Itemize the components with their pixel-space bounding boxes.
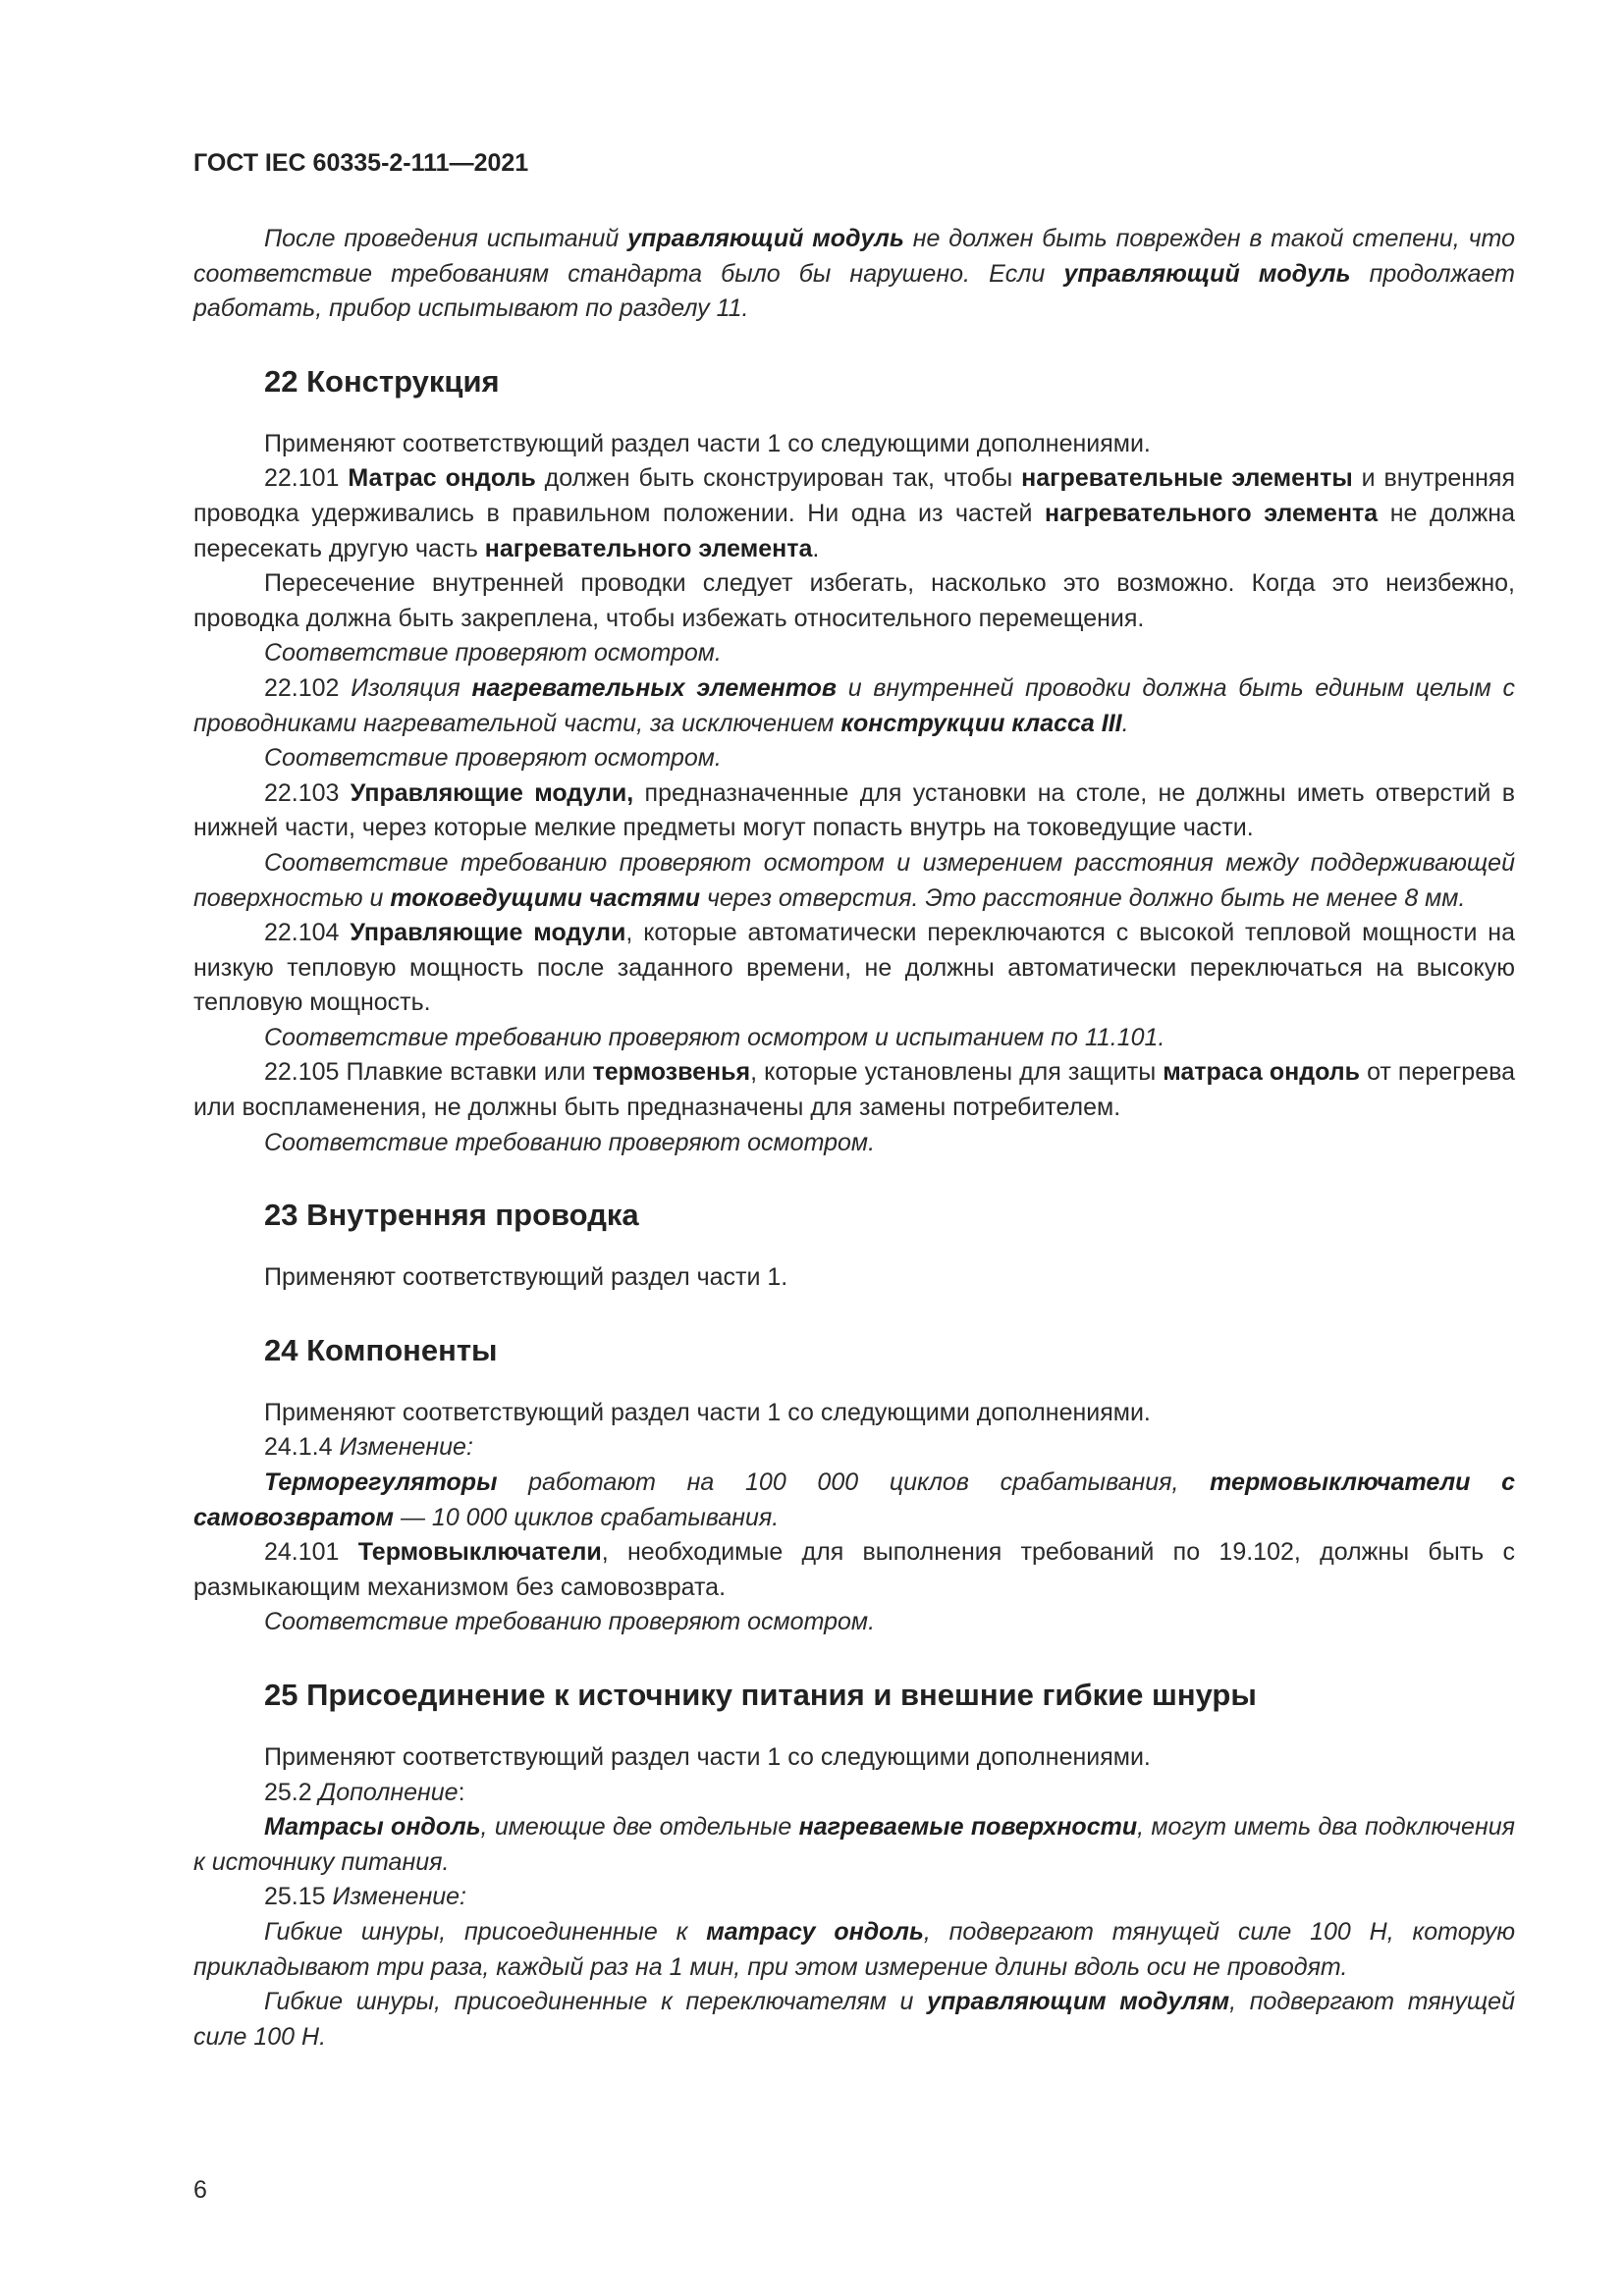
section-25-title: 25 Присоединение к источнику питания и внешние гибкие шнуры <box>264 1678 1257 1712</box>
clause-22-101: 22.101 Матрас ондоль должен быть сконструирован так, чтобы нагревательные элементы и внутренняя проводка удерживались в правильном положении. Ни одна из частей нагревательного элемента не должна пересекать другую часть нагревательного элемента. <box>193 464 1515 562</box>
check-24-101: Соответствие требованию проверяют осмотром. <box>264 1608 876 1636</box>
section-22-title: 22 Конструкция <box>264 363 500 399</box>
check-22-104: Соответствие требованию проверяют осмотром и испытанием по 11.101. <box>264 1023 1165 1051</box>
check-22-102: Соответствие проверяют осмотром. <box>264 744 722 773</box>
check-22-103: Соответствие требованию проверяют осмотром и измерением расстояния между поддерживающей поверхностью и токоведущими частями через отверстия. Это расстояние должно быть не менее 8 мм. <box>193 848 1515 912</box>
s22-intro: Применяют соответствующий раздел части 1 со следующими дополнениями. <box>264 429 1151 457</box>
check-22-101: Соответствие проверяют осмотром. <box>264 639 722 667</box>
clause-25-2: 25.2 Дополнение: <box>264 1778 465 1806</box>
check-22-105: Соответствие требованию проверяют осмотром. <box>264 1128 876 1156</box>
clause-24-1-4: 24.1.4 Изменение: <box>264 1433 473 1462</box>
lead-paragraph: После проведения испытаний управляющий модуль не должен быть поврежден в такой степени, что соответствие требованиям стандарта было бы нарушено. Если управляющий модуль продолжает работать, прибор испытывают по разделу 11. <box>193 225 1516 323</box>
clause-25-15: 25.15 Изменение: <box>264 1883 466 1911</box>
clause-22-102: 22.102 Изоляция нагревательных элементов и внутренней проводки должна быть единым целым с проводниками нагревательной части, за исключением конструкции класса III. <box>193 673 1515 737</box>
page-content <box>193 222 1515 2055</box>
clause-25-2-text: Матрасы ондоль, имеющие две отдельные нагреваемые поверхности, могут иметь два подключения к источнику питания. <box>193 1813 1515 1876</box>
section-24-title: 24 Компоненты <box>264 1332 498 1367</box>
clause-22-101-text: Пересечение внутренней проводки следует избегать, насколько это возможно. Когда это неизбежно, проводка должна быть закреплена, чтобы избежать относительного перемещения. <box>193 569 1515 632</box>
clause-22-105: 22.105 Плавкие вставки или термозвенья, которые установлены для защиты матраса ондоль от перегрева или воспламенения, не должны быть предназначены для замены потребителем. <box>193 1058 1516 1122</box>
page-number: 6 <box>193 2176 207 2204</box>
clause-25-15-text-b: Гибкие шнуры, присоединенные к переключателям и управляющим модулям, подвергают тянущей силе 100 Н. <box>193 1988 1515 2051</box>
s23-intro: Применяют соответствующий раздел части 1. <box>264 1263 788 1292</box>
clause-25-15-text-a: Гибкие шнуры, присоединенные к матрасу ондоль, подвергают тянущей силе 100 Н, которую прикладывают три раза, каждый раз на 1 мин, при этом измерение длины вдоль оси не проводят. <box>193 1917 1515 1981</box>
clause-22-104: 22.104 Управляющие модули, которые автоматически переключаются с высокой тепловой мощности на низкую тепловую мощность после заданного времени, не должны автоматически переключаться на высокую тепловую мощность. <box>193 919 1515 1017</box>
section-23-title: 23 Внутренняя проводка <box>264 1198 639 1233</box>
s25-intro: Применяют соответствующий раздел части 1 со следующими дополнениями. <box>264 1743 1151 1771</box>
clause-24-1-4-text: Терморегуляторы работают на 100 000 циклов срабатывания, термовыключатели с самовозвратом — 10 000 циклов срабатывания. <box>193 1468 1515 1531</box>
s24-intro: Применяют соответствующий раздел части 1 со следующими дополнениями. <box>264 1398 1151 1426</box>
document-header: ГОСТ IEC 60335-2-111—2021 <box>193 149 529 177</box>
clause-22-103: 22.103 Управляющие модули, предназначенные для установки на столе, не должны иметь отверстий в нижней части, через которые мелкие предметы могут попасть внутрь на токоведущие части. <box>193 778 1515 842</box>
clause-24-101: 24.101 Термовыключатели, необходимые для выполнения требований по 19.102, должны быть с размыкающим механизмом без самовозврата. <box>193 1538 1515 1601</box>
